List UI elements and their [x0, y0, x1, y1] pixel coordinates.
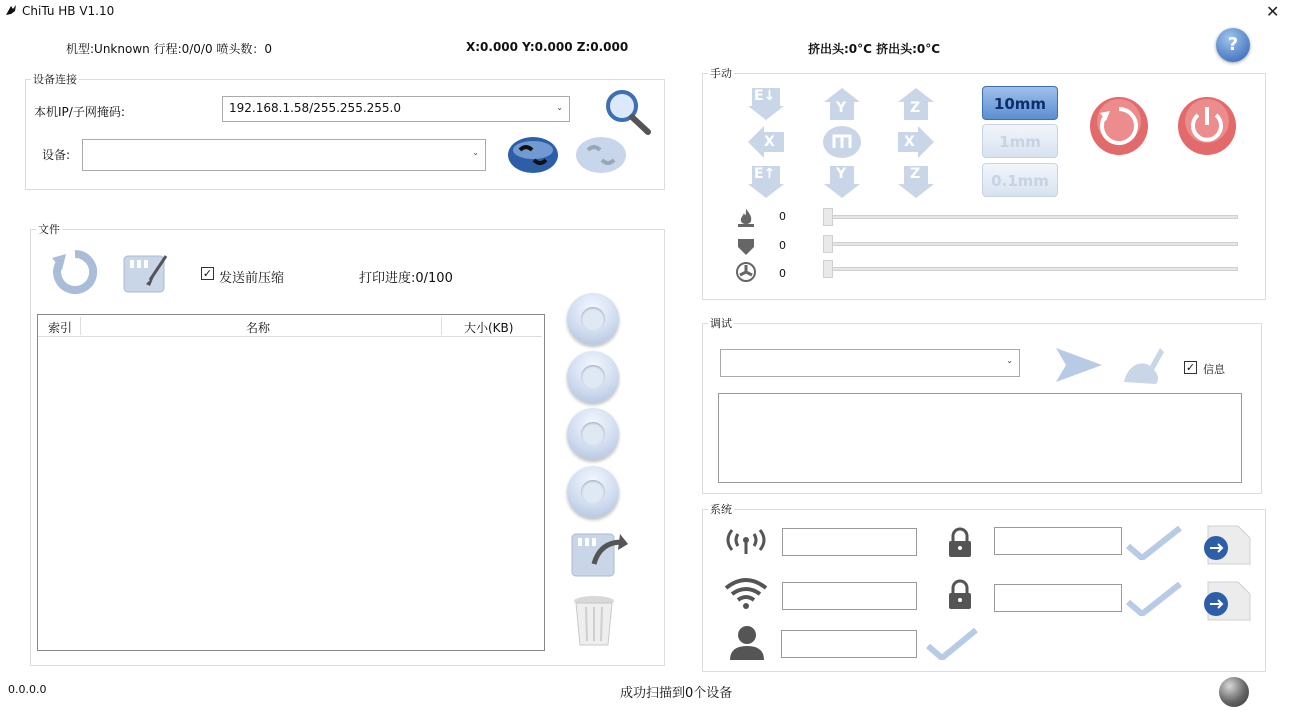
heater-slider-track[interactable] — [824, 215, 1238, 219]
debug-label: 调试 — [710, 317, 732, 330]
fan-icon — [736, 262, 756, 282]
y-plus-button[interactable] — [822, 86, 862, 122]
compress-label: 发送前压缩 — [219, 271, 285, 286]
device-label: 设备: — [42, 148, 71, 162]
title-bar — [0, 0, 1289, 22]
coords-readout: X:0.000 Y:0.000 Z:0.000 — [466, 40, 629, 54]
power-icon[interactable] — [1176, 95, 1238, 157]
ip-select[interactable] — [222, 96, 570, 122]
compress-checkbox[interactable]: ✓ — [202, 267, 213, 280]
arrow-right-icon — [896, 124, 936, 160]
scan-status: 成功扫描到0个设备 — [620, 686, 733, 701]
app-icon — [4, 3, 18, 17]
y-up-label: Y — [836, 100, 847, 116]
heater-slider-thumb[interactable] — [823, 208, 833, 226]
pause-button[interactable] — [567, 351, 619, 403]
access-point-icon — [722, 524, 770, 556]
column-header-size[interactable]: 大小(KB) — [464, 321, 514, 335]
home-button[interactable] — [822, 124, 862, 160]
file-table[interactable] — [37, 314, 545, 651]
close-icon[interactable]: ✕ — [1266, 2, 1280, 21]
info-checkbox[interactable]: ✓ — [1185, 361, 1196, 374]
z-minus-button[interactable] — [896, 164, 936, 200]
connect-icon[interactable] — [506, 134, 560, 176]
info-label: 信息 — [1203, 363, 1225, 376]
table-header — [38, 315, 542, 337]
column-header-name[interactable]: 名称 — [246, 321, 271, 335]
lock-icon — [945, 527, 975, 559]
extrude-down-button[interactable] — [746, 86, 786, 122]
step-0.1mm-button[interactable]: 0.1mm — [982, 163, 1058, 197]
sdcard-download-icon[interactable] — [120, 250, 174, 296]
y-minus-button[interactable] — [822, 164, 862, 200]
x-plus-button[interactable] — [896, 124, 936, 160]
e-down-label: E↓ — [754, 88, 776, 104]
home-icon — [822, 124, 862, 160]
confirm-check-icon[interactable] — [926, 628, 978, 660]
clear-icon[interactable] — [1120, 344, 1166, 386]
heater-value: 0 — [779, 210, 786, 223]
x-minus-button[interactable] — [746, 124, 786, 160]
column-divider — [80, 317, 81, 335]
bed-slider-track[interactable] — [824, 242, 1238, 246]
bed-slider-thumb[interactable] — [823, 235, 833, 253]
chevron-down-icon: ⌄ — [472, 148, 479, 157]
stop-button[interactable] — [567, 466, 619, 518]
print-progress: 打印进度:0/100 — [359, 271, 453, 286]
trash-icon[interactable] — [566, 593, 622, 649]
footer-ip: 0.0.0.0 — [8, 683, 47, 696]
user-icon — [728, 624, 766, 660]
machine-info: 机型:Unknown 行程:0/0/0 喷头数：0 — [66, 42, 273, 56]
window-title: ChiTu HB V1.10 — [22, 4, 115, 18]
e-up-label: E↑ — [754, 166, 776, 182]
z-plus-button[interactable] — [896, 86, 936, 122]
ip-label: 本机IP/子网掩码: — [34, 105, 125, 119]
chevron-down-icon: ⌄ — [556, 103, 563, 112]
z-up-label: Z — [910, 100, 921, 116]
extruder-temps: 挤出头:0°C 挤出头:0°C — [808, 42, 941, 56]
column-divider — [441, 317, 442, 335]
column-header-index[interactable]: 索引 — [48, 321, 73, 335]
device-connect-label: 设备连接 — [33, 73, 77, 86]
y-down-label: Y — [836, 166, 847, 182]
manual-label: 手动 — [710, 67, 732, 80]
step-1mm-button[interactable]: 1mm — [982, 124, 1058, 158]
step-10mm-button[interactable]: 10mm — [982, 86, 1058, 120]
search-icon[interactable] — [602, 88, 652, 136]
connection-status-indicator — [1219, 677, 1249, 707]
command-select[interactable] — [720, 349, 1020, 377]
extrude-up-button[interactable] — [746, 164, 786, 200]
x-right-label: X — [904, 134, 915, 150]
print-button[interactable] — [567, 293, 619, 345]
wifi-password-field[interactable] — [994, 584, 1122, 612]
fan-slider-track[interactable] — [824, 267, 1238, 271]
help-icon[interactable]: ? — [1216, 28, 1250, 62]
debug-output[interactable] — [718, 393, 1242, 483]
file-label: 文件 — [38, 223, 60, 236]
ssid-password-field[interactable] — [994, 527, 1122, 555]
send-icon[interactable] — [1054, 346, 1104, 384]
x-left-label: X — [764, 134, 775, 150]
sdcard-upload-icon[interactable] — [570, 526, 630, 580]
refresh-icon[interactable] — [50, 248, 100, 296]
wifi-name-field[interactable] — [782, 582, 917, 610]
ssid-field[interactable] — [782, 528, 917, 556]
wifi-icon — [722, 576, 770, 610]
flame-icon — [736, 208, 756, 228]
reset-icon[interactable] — [1088, 95, 1150, 157]
bed-value: 0 — [779, 239, 786, 252]
chevron-down-icon: ⌄ — [1006, 356, 1013, 365]
confirm-check-icon[interactable] — [1126, 526, 1182, 560]
device-select[interactable] — [82, 139, 486, 171]
disconnect-icon[interactable] — [574, 134, 628, 176]
lock-icon — [945, 579, 975, 611]
fan-value: 0 — [779, 267, 786, 280]
confirm-check-icon[interactable] — [1126, 582, 1182, 616]
save-file-icon[interactable] — [1198, 580, 1252, 622]
user-field[interactable] — [781, 630, 917, 658]
ip-select-value: 192.168.1.58/255.255.255.0 — [229, 101, 401, 115]
z-down-label: Z — [910, 166, 921, 182]
fan-slider-thumb[interactable] — [823, 260, 833, 278]
system-label: 系统 — [710, 503, 732, 516]
save-file-icon[interactable] — [1198, 524, 1252, 566]
bed-icon — [736, 237, 756, 257]
resume-button[interactable] — [567, 408, 619, 460]
